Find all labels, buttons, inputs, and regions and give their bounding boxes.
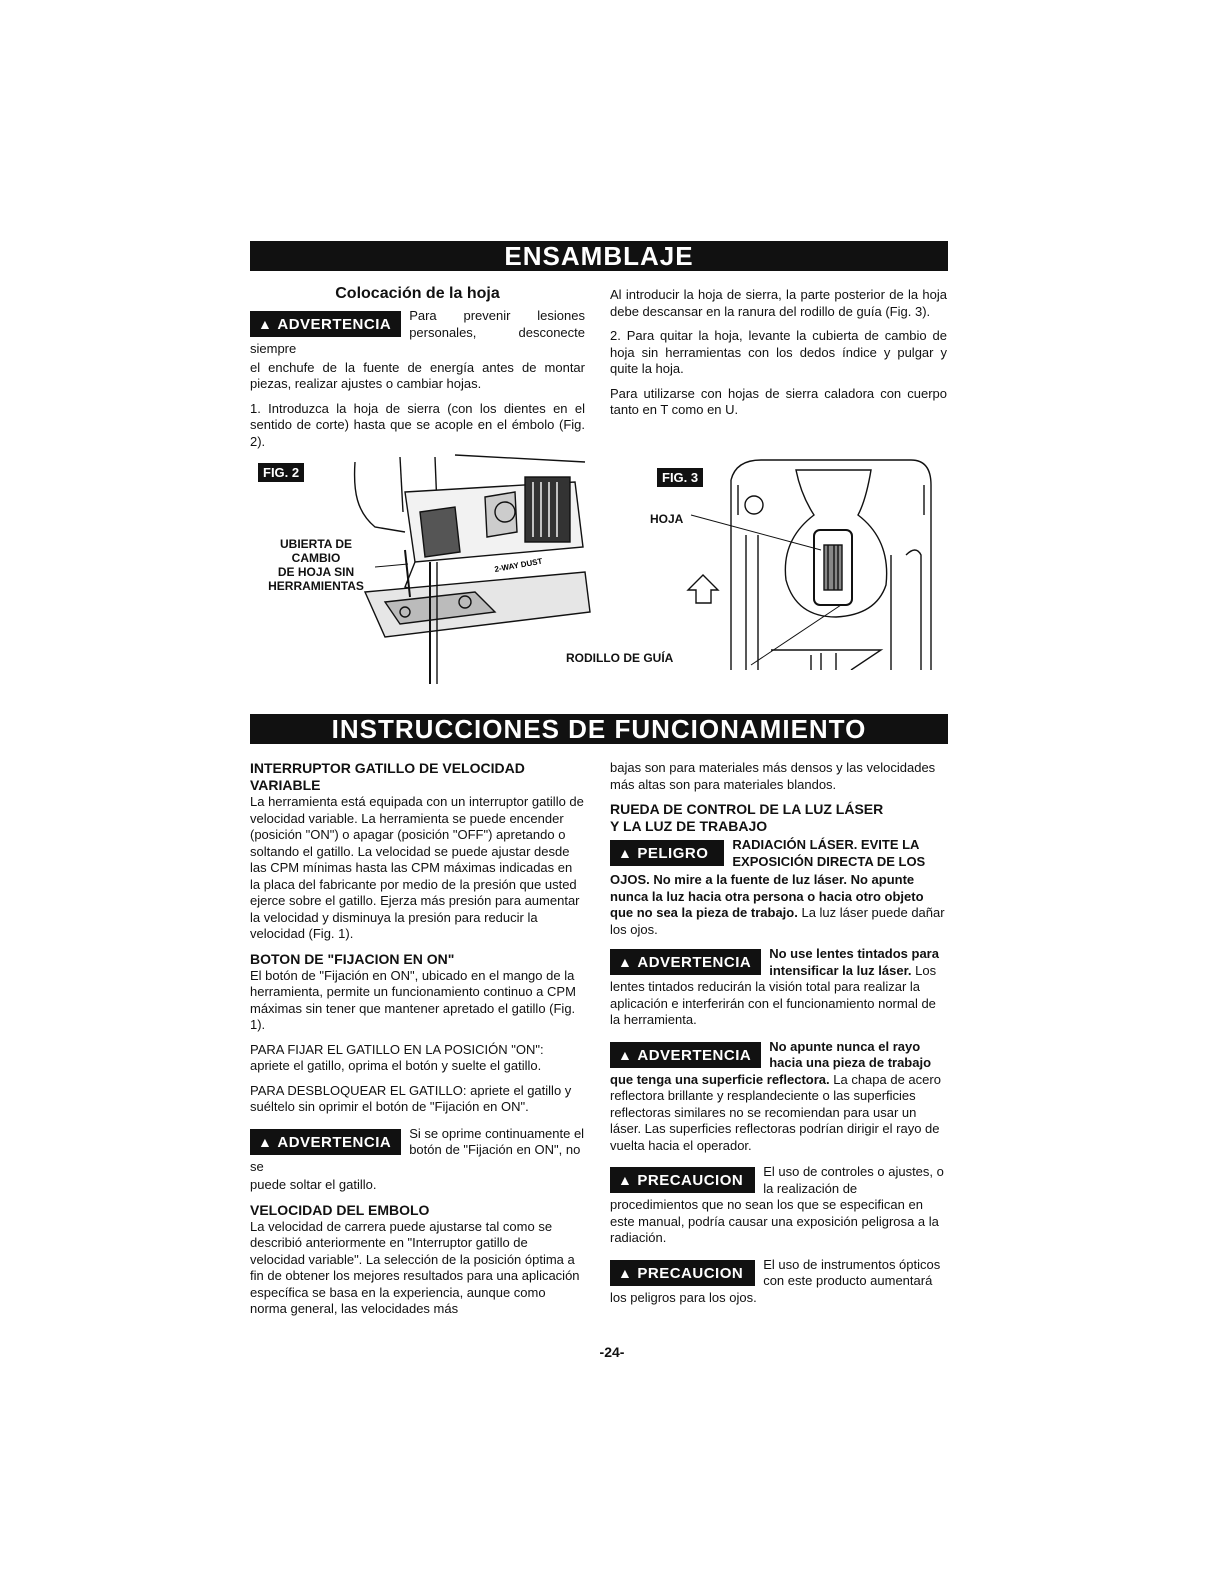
jigsaw-drawing (345, 452, 595, 684)
danger-notice: ▲ PELIGRO RADIACIÓN LÁSER. EVITE LA EXPOSICIÓN DIRECTA DE LOS (610, 837, 947, 870)
tinted-glasses-warning: ▲ ADVERTENCIA No use lentes tintados para intensificar la luz láser. Los lentes tintados reducirán la visión total para realizar la aplicación e interferirán con el funcionamiento normal de la herramienta. (610, 946, 939, 1027)
caution-badge: ▲ PRECAUCION (610, 1260, 755, 1286)
warning-continuation: el enchufe de la fuente de energía antes de montar piezas, realizar ajustes o cambiar hojas. (250, 359, 585, 391)
blade-callout: HOJA (650, 512, 684, 526)
warning-text: Para prevenir lesiones personales, desconecte siempre (250, 308, 585, 356)
fig-2-label: FIG. 2 (258, 463, 304, 482)
lock-trigger-text: PARA FIJAR EL GATILLO EN LA POSICIÓN "ON": apriete el gatillo, oprima el botón y suelte el gatillo. (250, 1041, 544, 1073)
trigger-switch-heading: INTERRUPTOR GATILLO DE VELOCIDAD VARIABLE (250, 760, 525, 793)
caution-badge: ▲ PRECAUCION (610, 1167, 755, 1193)
assembly-left-column (250, 285, 585, 458)
guide-roller-callout: RODILLO DE GUÍA (566, 651, 674, 665)
operation-right-column (610, 760, 947, 1308)
stroke-speed-text: La velocidad de carrera puede ajustarse tal como se describió anteriormente en "Interruptor gatillo de velocidad variable". La selección de la posición óptima a fin de obtener los mejores resultados para una aplicación específica se basa en la experiencia, aunque como norma general, las velocidades más (250, 1218, 580, 1316)
guide-roller-drawing (676, 455, 940, 670)
operation-left-column (250, 760, 585, 1326)
danger-badge: ▲ PELIGRO (610, 840, 724, 866)
unlock-trigger-text: PARA DESBLOQUEAR EL GATILLO: apriete el gatillo y suéltelo sin oprimir el botón de "Fijación en ON". (250, 1082, 572, 1114)
blade-type-text: Para utilizarse con hojas de sierra caladora con cuerpo tanto en T como en U. (610, 385, 947, 417)
assembly-warning (250, 308, 585, 358)
fig-3-label: FIG. 3 (657, 468, 703, 487)
lock-on-warning: ▲ ADVERTENCIA Si se oprime continuamente el botón de "Fijación en ON", no se (250, 1125, 585, 1174)
warning-triangle-icon: ▲ (618, 954, 633, 970)
reflective-surface-warning: ▲ ADVERTENCIA No apunte nunca el rayo hacia una pieza de trabajo que tenga una superficie reflectora. La chapa de acero reflectora brillante y resplandeciente o las superficies reflectoras similares no se recomiendan para usar un láser. Las superficies reflectoras podrían dirigir el rayo de vuelta hacia el operador. (610, 1038, 941, 1153)
assembly-section-banner: ENSAMBLAJE (250, 241, 948, 271)
lock-on-warning-continuation: puede soltar el gatillo. (250, 1177, 377, 1192)
speed-continuation-text: bajas son para materiales más densos y las velocidades más altas son para materiales blandos. (610, 760, 936, 792)
warning-triangle-icon: ▲ (618, 845, 633, 861)
warning-triangle-icon: ▲ (618, 1172, 633, 1188)
danger-bold-text: OJOS. No mire a la fuente de luz láser. No apunte nunca la luz hacia otra persona o hacia otro objeto que no sea la pieza de trabajo. (610, 872, 924, 920)
blade-change-cover-callout: UBIERTA DE CAMBIO DE HOJA SIN HERRAMIENTAS (268, 537, 364, 593)
warning-triangle-icon: ▲ (618, 1264, 633, 1281)
warning-badge: ▲ ADVERTENCIA (250, 311, 401, 337)
trigger-switch-text: La herramienta está equipada con un interruptor gatillo de velocidad variable. La herramienta se puede encender (posición "ON") o apagar (posición "OFF") apretando o soltando el gatillo. La velocidad se puede ajustar desde las CPM mínimas hasta las CPM máximas indicadas en la placa del fabricante por medio de la presión que usted ejerce sobre el gatillo. Ejerza más presión para aumentar la velocidad y disminuya la presión para reducir la velocidad (Fig. 1). (250, 794, 584, 941)
dust-label: 2-WAY DUST (493, 556, 544, 574)
blade-rest-text: Al introducir la hoja de sierra, la parte posterior de la hoja debe descansar en la ranura del rodillo de guía (Fig. 3). (610, 287, 947, 319)
lock-on-button-text: El botón de "Fijación en ON", ubicado en el mango de la herramienta, permite un funcionamiento continuo a CPM máximas sin tener que mantener apretado el gatillo (Fig. 1). (250, 967, 576, 1032)
laser-control-heading-line2: Y LA LUZ DE TRABAJO (610, 818, 768, 834)
fig-3-roller-illustration (676, 455, 940, 670)
warning-badge: ▲ ADVERTENCIA (250, 1129, 401, 1155)
laser-control-heading-line1: RUEDA DE CONTROL DE LA LUZ LÁSER (610, 801, 884, 817)
step-1-text: 1. Introduzca la hoja de sierra (con los dientes en el sentido de corte) hasta que se acople en el émbolo (Fig. 2). (250, 400, 585, 449)
controls-caution: ▲ PRECAUCION El uso de controles o ajustes, o la realización de procedimientos que no sean los que se especifican en este manual, podría causar una exposición peligrosa a la radiación. (610, 1164, 944, 1245)
assembly-right-column (610, 287, 947, 427)
stroke-speed-heading: VELOCIDAD DEL EMBOLO (250, 1201, 430, 1218)
warning-badge: ▲ ADVERTENCIA (610, 1042, 761, 1068)
warning-triangle-icon: ▲ (258, 316, 273, 332)
operation-section-banner: INSTRUCCIONES DE FUNCIONAMIENTO (250, 714, 948, 744)
warning-triangle-icon: ▲ (618, 1046, 633, 1063)
warning-badge: ▲ ADVERTENCIA (610, 949, 761, 975)
page-number: -24- (599, 1344, 625, 1360)
optical-caution: ▲ PRECAUCION El uso de instrumentos ópticos con este producto aumentará los peligros para los ojos. (610, 1256, 941, 1305)
danger-rest-text: La luz láser puede dañar los ojos. (610, 905, 945, 937)
blade-installation-heading: Colocación de la hoja (335, 285, 500, 302)
step-2-text: 2. Para quitar la hoja, levante la cubierta de cambio de hoja sin herramientas con los dedos índice y pulgar y quite la hoja. (610, 328, 947, 376)
lock-on-button-heading: BOTON DE "FIJACION EN ON" (250, 950, 455, 967)
fig-2-jigsaw-illustration (345, 452, 595, 684)
warning-triangle-icon: ▲ (258, 1133, 273, 1150)
